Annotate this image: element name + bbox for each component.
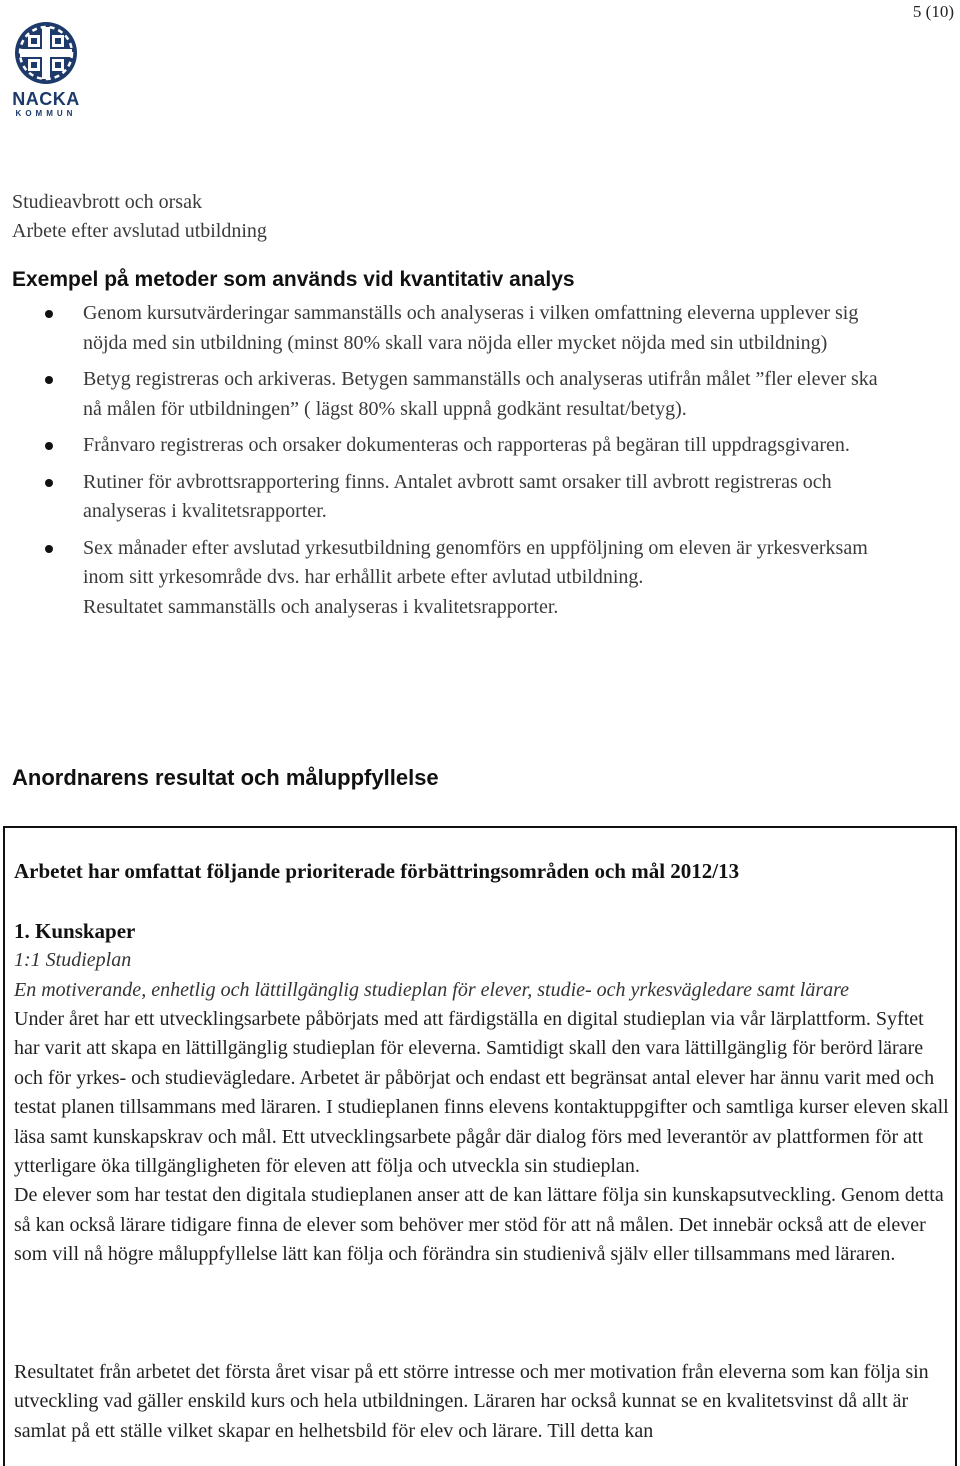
list-item <box>0 299 900 358</box>
list-item-extra: Resultatet sammanställs och analyseras i kvalitetsrapporter. <box>83 595 559 618</box>
paragraph-text: De elever som har testat den digitala studieplanen anser att de kan lättare följa sin kunskapsutveckling. Genom detta så kan också lärare tidigare finna de elever som behöver mer stöd för att nå målen. Det innebär också att de elever som vill nå högre måluppfyllelse lätt kan följa och förändra sin studienivå själv eller tillsammans med läraren. <box>14 1184 944 1266</box>
subsection-description: En motiverande, enhetlig och lättillgänglig studieplan för elever, studie- och yrkesvägledare samt lärare <box>14 979 850 1001</box>
section-title: 1. Kunskaper <box>14 919 136 943</box>
intro-lines <box>12 188 267 246</box>
logo-sub: KOMMUN <box>15 109 77 118</box>
intro-line: Arbete efter avslutad utbildning <box>12 220 267 242</box>
bullet-icon <box>45 479 53 487</box>
nacka-emblem-icon <box>10 20 82 88</box>
list-item-text: Betyg registreras och arkiveras. Betygen sammanställs och analyseras utifrån målet ”fler elever ska nå målen för utbildningen” ( lägst 80% skall uppnå godkänt resultat/betyg). <box>83 368 878 420</box>
list-item-text: Frånvaro registreras och orsaker dokumenteras och rapporteras på begäran till uppdragsgivaren. <box>83 434 850 456</box>
nacka-kommun-logo <box>10 20 82 120</box>
result-box <box>3 826 957 1466</box>
list-item <box>0 365 900 424</box>
paragraph <box>14 1005 949 1270</box>
methods-list <box>0 299 900 629</box>
page-number: 5 (10) <box>912 2 954 21</box>
list-item <box>0 468 900 527</box>
box-title: Arbetet har omfattat följande prioriterade förbättringsområden och mål 2012/13 <box>14 859 740 883</box>
subsection-label: 1:1 Studieplan <box>14 949 132 971</box>
list-item <box>0 534 900 623</box>
paragraph <box>14 1358 949 1446</box>
list-item-text: Sex månader efter avslutad yrkesutbildning genomförs en uppföljning om eleven är yrkesverksam inom sitt yrkesområde dvs. har erhållit arbete efter avlutad utbildning. <box>83 536 868 588</box>
methods-heading: Exempel på metoder som används vid kvantitativ analys <box>12 268 575 291</box>
bullet-icon <box>45 545 53 553</box>
bullet-icon <box>45 376 53 384</box>
paragraph-text: Resultatet från arbetet det första året visar på ett större intresse och mer motivation från eleverna som kan följa sin utveckling vad gäller enskild kurs och hela utbildningen. Läraren har också kunnat se en kvalitetsvinst då allt är samlat på ett ställe vilket skapar en helhetsbild för elev och lärare. Till detta kan <box>14 1361 929 1442</box>
bullet-icon <box>45 442 53 450</box>
list-item-text: Rutiner för avbrottsrapportering finns. Antalet avbrott samt orsaker till avbrott registreras och analyseras i kvalitetsrapporter. <box>83 470 832 522</box>
list-item-text: Genom kursutvärderingar sammanställs och analyseras i vilken omfattning eleverna upplever sig nöjda med sin utbildning (minst 80% skall vara nöjda eller mycket nöjda med sin utbildning) <box>83 302 859 354</box>
paragraph-text: Under året har ett utvecklingsarbete påbörjats med att färdigställa en digital studieplan via vår lärplattform. Syftet har varit att skapa en lättillgänglig studieplan för eleverna. Samtidigt skall den vara lättillgänglig för berörd lärare och för yrkes- och studievägledare. Arbetet är påbörjat och endast ett begränsat antal elever har ännu varit med och testat planen tillsammans med läraren. I studieplanen finns elevens kontaktuppgifter och samtliga kurser eleven skall läsa samt kunskapskrav och mål. Ett utvecklingsarbete pågår där dialog förs med leverantör av plattformen för att ytterligare öka tillgängligheten för eleven att följa och utveckla sin studieplan. <box>14 1008 949 1178</box>
logo-name: NACKA <box>12 89 80 109</box>
intro-line: Studieavbrott och orsak <box>12 191 202 213</box>
logo-wordmark <box>10 90 82 118</box>
result-heading: Anordnarens resultat och måluppfyllelse <box>12 765 439 790</box>
list-item <box>0 431 900 461</box>
bullet-icon <box>45 310 53 318</box>
